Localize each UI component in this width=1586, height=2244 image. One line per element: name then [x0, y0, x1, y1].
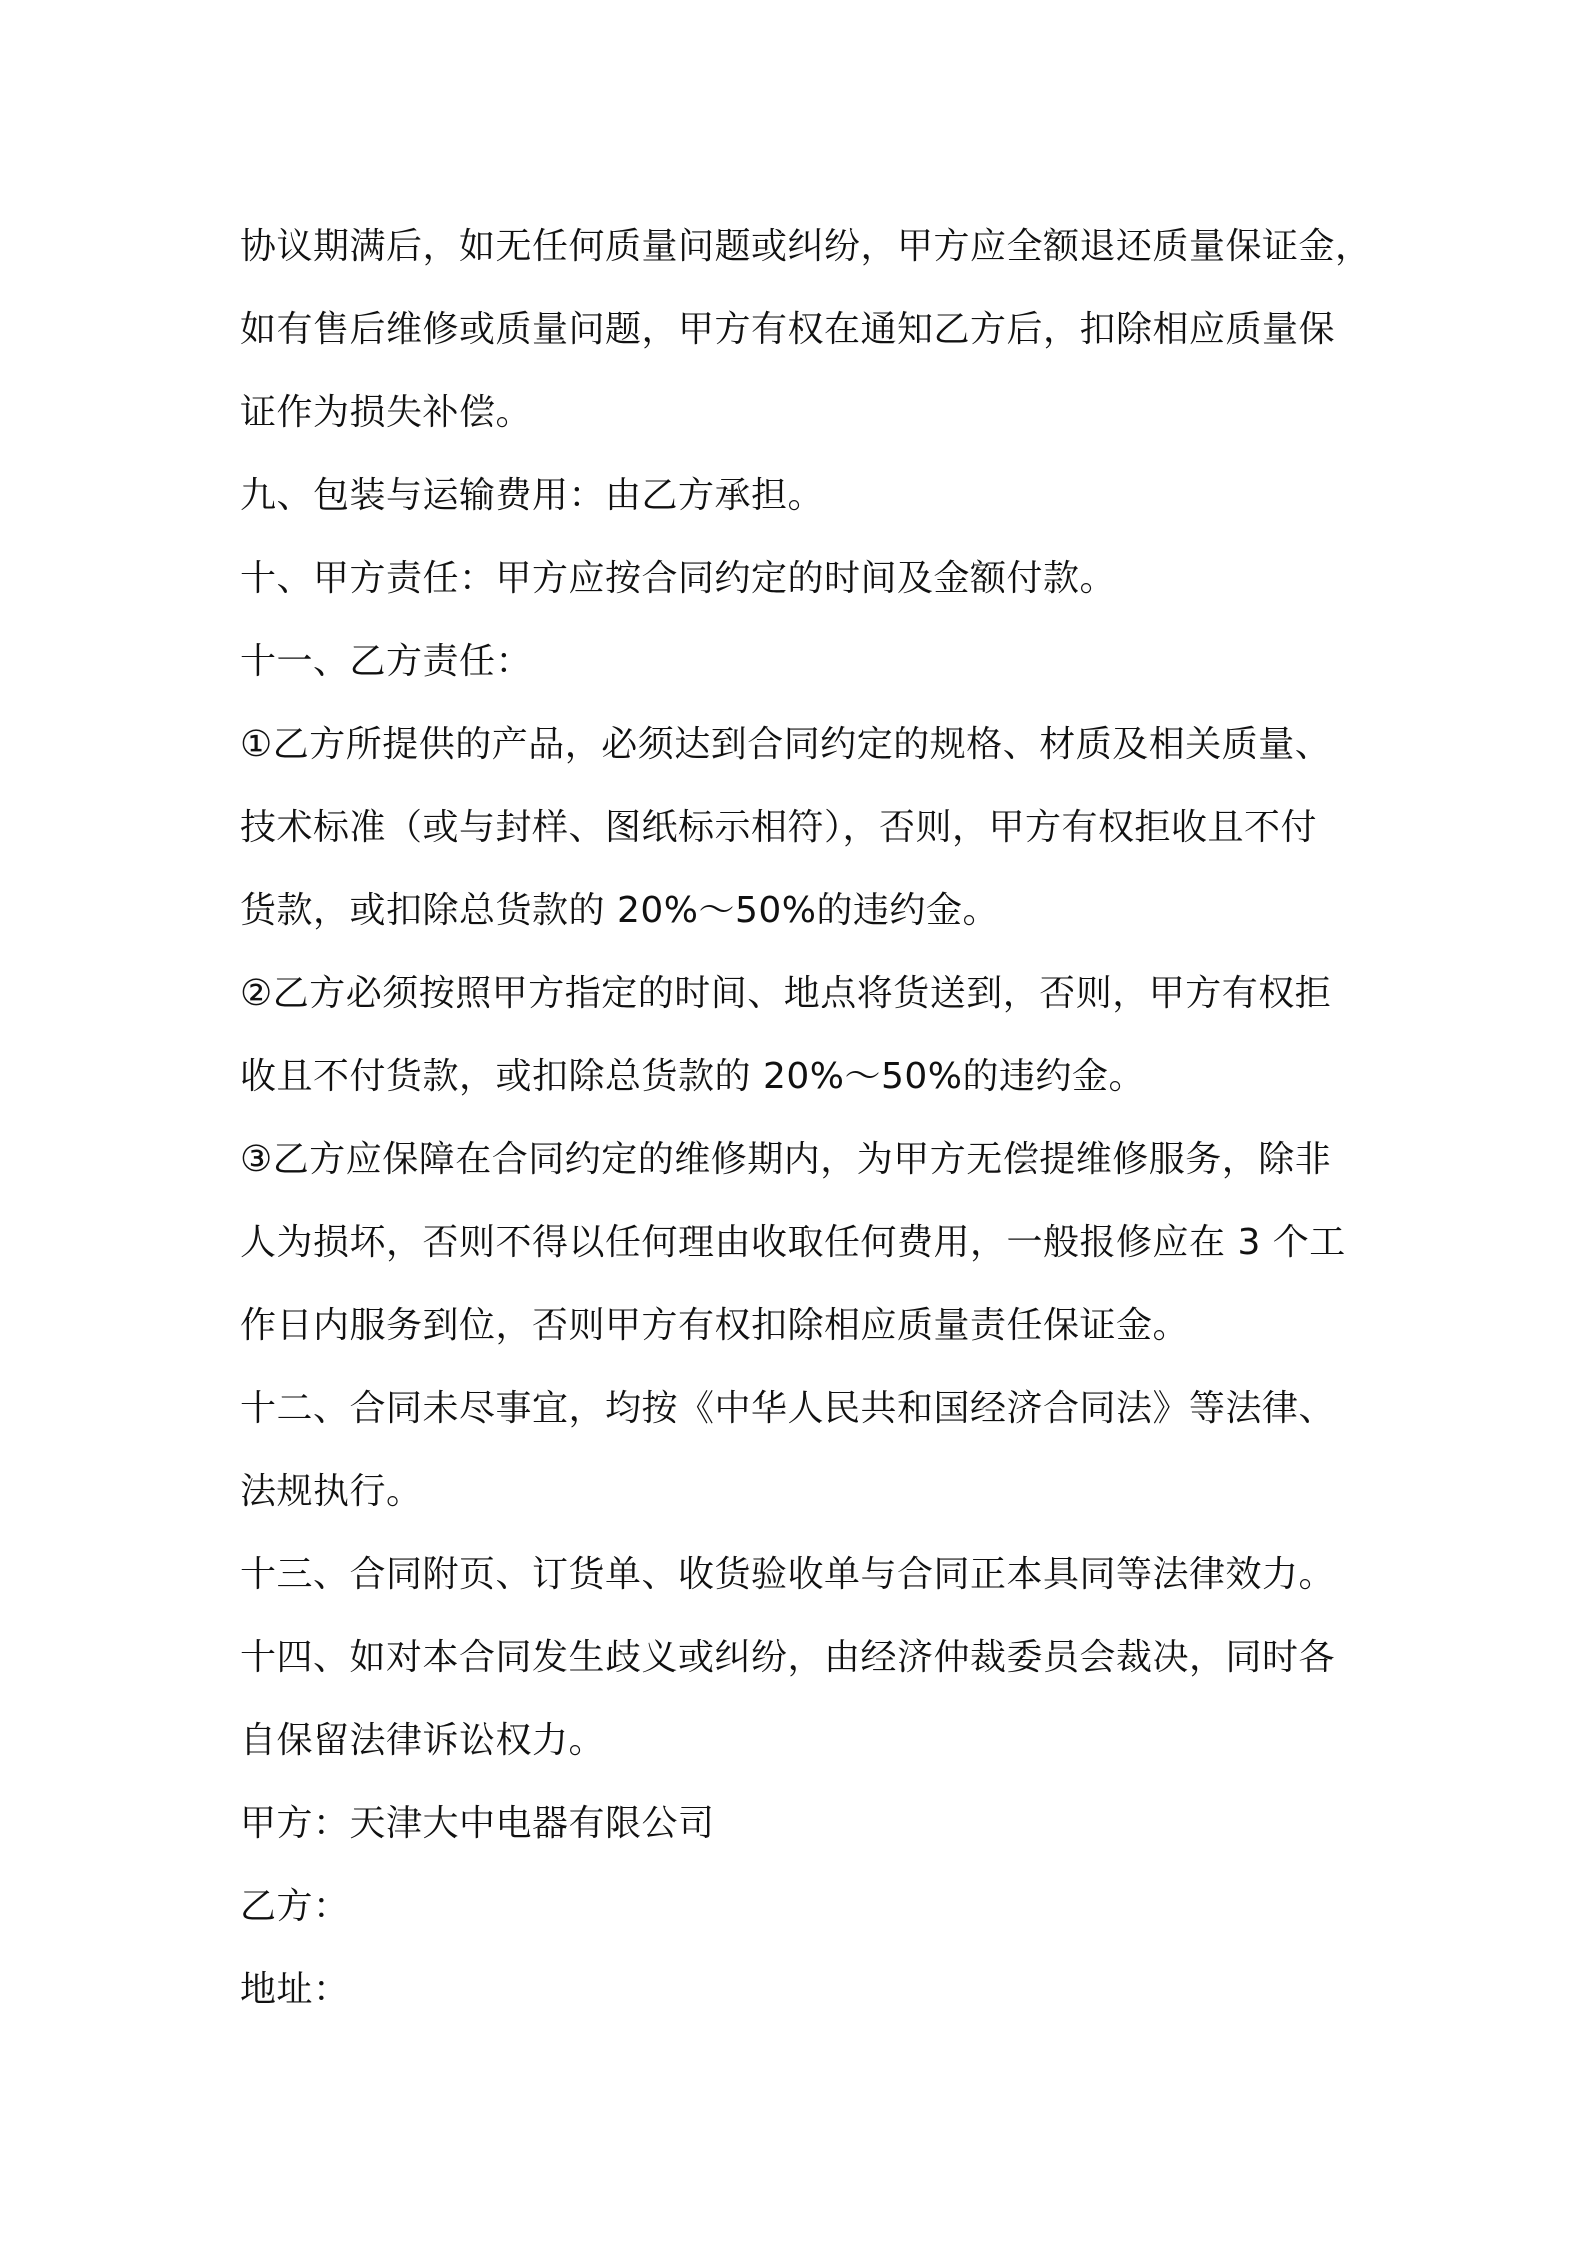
clause-ten: 十、甲方责任：甲方应按合同约定的时间及金额付款。: [240, 558, 1117, 599]
text-line: 作日内服务到位，否则甲方有权扣除相应质量责任保证金。: [240, 1305, 1190, 1346]
text-line: 证作为损失补偿。: [240, 392, 533, 433]
address-line: 地址：: [240, 1969, 350, 2010]
text-line: 技术标准（或与封样、图纸标示相符），否则，甲方有权拒收且不付: [240, 807, 1318, 848]
text-line: 自保留法律诉讼权力。: [240, 1720, 606, 1761]
party-b-line: 乙方：: [240, 1886, 350, 1927]
clause-twelve: 十二、合同未尽事宜，均按《中华人民共和国经济合同法》等法律、: [240, 1388, 1336, 1429]
clause-thirteen: 十三、合同附页、订货单、收货验收单与合同正本具同等法律效力。: [240, 1554, 1336, 1595]
text-line: 收且不付货款，或扣除总货款的 20%～50%的违约金。: [240, 1056, 1145, 1097]
text-line: 如有售后维修或质量问题，甲方有权在通知乙方后，扣除相应质量保: [240, 309, 1336, 350]
text-line: 协议期满后，如无任何质量问题或纠纷，甲方应全额退还质量保证金，: [240, 226, 1372, 267]
clause-eleven-heading: 十一、乙方责任：: [240, 641, 533, 682]
clause-fourteen: 十四、如对本合同发生歧义或纠纷，由经济仲裁委员会裁决，同时各: [240, 1637, 1336, 1678]
text-line: 货款，或扣除总货款的 20%～50%的违约金。: [240, 890, 999, 931]
clause-eleven-item-1: ①乙方所提供的产品，必须达到合同约定的规格、材质及相关质量、: [240, 724, 1332, 765]
clause-eleven-item-2: ②乙方必须按照甲方指定的时间、地点将货送到，否则，甲方有权拒: [240, 973, 1332, 1014]
party-a-line: 甲方：天津大中电器有限公司: [240, 1803, 715, 1844]
text-line: 人为损坏，否则不得以任何理由收取任何费用，一般报修应在 3 个工: [240, 1222, 1346, 1263]
text-line: 法规执行。: [240, 1471, 423, 1512]
clause-eleven-item-3: ③乙方应保障在合同约定的维修期内，为甲方无偿提维修服务，除非: [240, 1139, 1332, 1180]
contract-page: [240, 205, 1372, 2031]
clause-nine: 九、包装与运输费用：由乙方承担。: [240, 475, 825, 516]
